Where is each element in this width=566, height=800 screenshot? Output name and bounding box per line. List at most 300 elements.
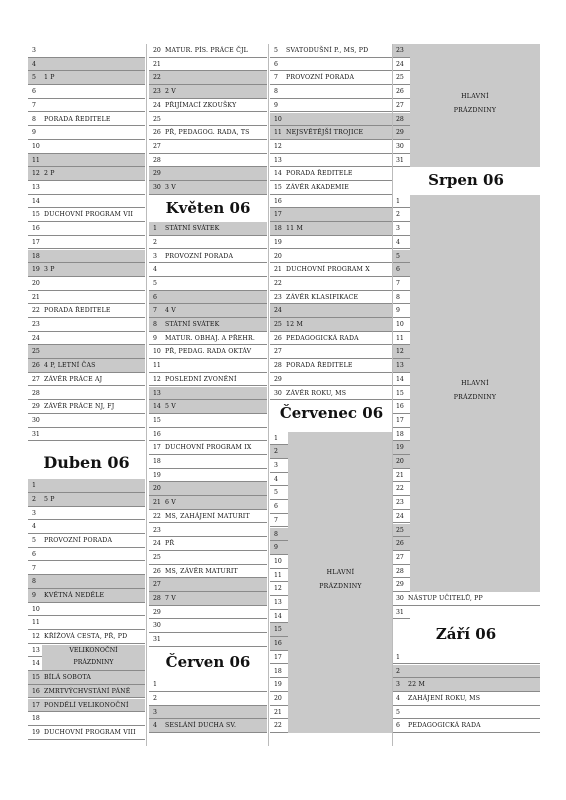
day-number: 1 — [32, 482, 36, 490]
calendar-day-row — [270, 167, 393, 181]
day-number: 12 — [32, 633, 40, 640]
day-number: 14 — [153, 403, 161, 411]
easter-holiday-block — [42, 645, 145, 670]
day-event: SVATODUŠNÍ P., MS, PD — [286, 47, 369, 54]
calendar-day-row — [392, 537, 410, 551]
calendar-day-row — [149, 236, 267, 250]
day-number: 9 — [274, 101, 278, 109]
day-number: 24 — [32, 334, 40, 342]
day-number: 10 — [153, 348, 161, 356]
day-number: 18 — [274, 667, 282, 675]
day-number: 5 — [32, 537, 36, 545]
day-number: 17 — [32, 701, 40, 709]
day-event: PEDAGOGICKÁ RADA — [408, 722, 481, 730]
day-number: 5 — [396, 252, 400, 260]
day-number: 21 — [274, 266, 282, 274]
holiday-label: PRÁZDNINY — [319, 583, 362, 591]
calendar-day-row — [270, 569, 288, 583]
day-event: MS, ZÁVĚR MATURIT — [165, 567, 238, 575]
day-number: 27 — [32, 375, 40, 383]
day-event: DUCHOVNÍ PROGRAM IX — [165, 444, 252, 452]
day-number: 1 — [274, 434, 278, 442]
day-number: 30 — [153, 184, 161, 191]
calendar-day-row — [392, 551, 410, 565]
day-number: 31 — [153, 636, 161, 644]
calendar-day-row — [392, 665, 540, 679]
calendar-day-row — [28, 589, 145, 603]
day-number: 22 — [396, 485, 404, 493]
day-event: DUCHOVNÍ PROGRAM X — [286, 266, 370, 274]
school-calendar — [28, 44, 540, 746]
day-number: 26 — [153, 567, 161, 575]
day-event: 2 P — [44, 170, 55, 178]
calendar-day-row — [28, 222, 145, 236]
calendar-day-row — [270, 623, 288, 637]
calendar-day-row — [149, 318, 267, 332]
day-number: 12 — [396, 348, 404, 356]
calendar-day-row — [270, 706, 288, 720]
day-number: 11 — [32, 156, 40, 164]
day-number: 10 — [32, 142, 40, 150]
day-number: 31 — [32, 430, 40, 438]
day-event: PŘ — [165, 540, 175, 548]
day-number: 12 — [274, 585, 282, 593]
calendar-day-row — [28, 400, 145, 414]
day-number: 4 — [153, 266, 157, 274]
day-event: ZAHÁJENÍ ROKU, MS — [408, 694, 481, 702]
calendar-day-row — [270, 345, 393, 359]
day-number: 9 — [274, 544, 278, 552]
day-number: 26 — [396, 540, 404, 548]
calendar-day-row — [149, 345, 267, 359]
calendar-day-row — [149, 181, 267, 195]
day-event: KŘÍŽOVÁ CESTA, PŘ, PD — [44, 633, 128, 640]
calendar-day-row — [28, 345, 145, 359]
day-number: 25 — [153, 115, 161, 123]
day-event: 4 V — [165, 307, 176, 315]
holiday-label: PRÁZDNINY — [453, 394, 497, 402]
day-number: 4 — [32, 523, 36, 531]
calendar-day-row — [270, 387, 393, 401]
calendar-day-row — [270, 541, 288, 555]
day-number: 9 — [32, 129, 36, 137]
calendar-day-row — [270, 113, 393, 127]
day-number: 19 — [274, 238, 282, 246]
day-number: 11 — [274, 571, 282, 579]
calendar-day-row — [28, 44, 145, 58]
day-number: 26 — [153, 129, 161, 137]
day-number: 17 — [32, 238, 40, 246]
calendar-day-row — [28, 479, 145, 493]
day-number: 13 — [153, 389, 161, 397]
day-number: 17 — [274, 211, 282, 219]
day-number: 16 — [396, 403, 404, 411]
calendar-day-row — [392, 565, 410, 579]
calendar-day-row — [149, 619, 267, 633]
day-number: 18 — [153, 458, 161, 465]
day-number: 11 — [32, 619, 40, 627]
day-number: 6 — [274, 503, 278, 511]
day-number: 22 — [153, 74, 161, 82]
calendar-day-row — [149, 304, 267, 318]
day-number: 14 — [274, 612, 282, 620]
day-number: 19 — [274, 681, 282, 689]
day-event: 3 V — [165, 184, 176, 191]
calendar-day-row — [270, 473, 288, 487]
calendar-day-row — [149, 551, 267, 565]
calendar-day-row — [28, 507, 145, 521]
day-number: 31 — [396, 156, 404, 164]
calendar-day-row — [149, 113, 267, 127]
day-number: 19 — [153, 471, 161, 479]
month-heading-zari: Září 06 — [392, 619, 540, 650]
day-event: STÁTNÍ SVÁTEK — [165, 225, 220, 233]
day-number: 20 — [153, 47, 161, 54]
day-number: 4 — [396, 694, 400, 702]
calendar-day-row — [270, 154, 393, 168]
holiday-label: HLAVNÍ — [461, 92, 489, 100]
day-number: 8 — [274, 88, 278, 96]
day-event: ZÁVĚR AKADEMIE — [286, 184, 349, 191]
day-number: 13 — [396, 362, 404, 370]
day-number: 15 — [153, 416, 161, 424]
day-number: 30 — [274, 389, 282, 397]
calendar-day-row — [28, 373, 145, 387]
day-event: PŘ, PEDAG. RADA OKTÁV — [165, 348, 252, 356]
day-event: 1 P — [44, 74, 55, 82]
calendar-day-row — [392, 373, 410, 387]
day-number: 29 — [396, 581, 404, 589]
day-number: 17 — [274, 653, 282, 661]
day-number: 21 — [274, 708, 282, 716]
day-number: 23 — [32, 321, 40, 328]
day-number: 30 — [153, 622, 161, 630]
calendar-day-row — [28, 699, 145, 713]
day-event: STÁTNÍ SVÁTEK — [165, 321, 220, 328]
calendar-day-row — [149, 606, 267, 620]
day-event: ZÁVĚR ROKU, MS — [286, 389, 347, 397]
day-number: 27 — [396, 101, 404, 109]
day-number: 7 — [32, 101, 36, 109]
calendar-day-row — [149, 400, 267, 414]
day-number: 2 — [396, 667, 400, 675]
day-number: 4 — [274, 475, 278, 483]
day-event: SESLÁNÍ DUCHA SV. — [165, 722, 237, 730]
calendar-day-row — [149, 692, 267, 706]
day-number: 16 — [274, 640, 282, 648]
calendar-day-row — [149, 678, 267, 692]
day-event: ZÁVĚR KLASIFIKACE — [286, 293, 359, 301]
day-number: 7 — [32, 564, 36, 572]
day-number: 8 — [32, 578, 36, 586]
day-number: 13 — [274, 156, 282, 164]
holiday-block — [410, 44, 540, 167]
day-event: 2 V — [165, 88, 176, 96]
day-number: 20 — [153, 485, 161, 493]
day-number: 9 — [32, 591, 36, 599]
holiday-label: HLAVNÍ — [326, 569, 355, 577]
day-number: 24 — [396, 512, 404, 520]
calendar-day-row — [270, 678, 288, 692]
calendar-day-row — [28, 71, 145, 85]
calendar-day-row — [270, 263, 393, 277]
day-number: 22 — [32, 307, 40, 315]
calendar-day-row — [392, 400, 410, 414]
calendar-day-row — [270, 44, 393, 58]
calendar-day-row — [392, 428, 410, 442]
calendar-day-row — [149, 222, 267, 236]
calendar-day-row — [270, 359, 393, 373]
day-number: 20 — [274, 252, 282, 260]
calendar-day-row — [28, 167, 145, 181]
calendar-day-row — [392, 291, 410, 305]
calendar-day-row — [149, 510, 267, 524]
day-number: 15 — [396, 389, 404, 397]
calendar-day-row — [392, 99, 410, 113]
calendar-day-row — [28, 126, 145, 140]
calendar-day-row — [392, 455, 410, 469]
day-number: 8 — [274, 530, 278, 538]
day-event: 12 M — [286, 321, 303, 328]
day-number: 14 — [274, 170, 282, 178]
calendar-day-row — [28, 291, 145, 305]
calendar-day-row — [392, 359, 410, 373]
day-number: 16 — [153, 430, 161, 438]
day-number: 7 — [274, 74, 278, 82]
day-number: 25 — [153, 553, 161, 561]
day-number: 1 — [396, 197, 400, 205]
calendar-day-row — [392, 113, 410, 127]
calendar-day-row — [392, 719, 540, 733]
day-event: 6 V — [165, 499, 176, 507]
day-event: 5 V — [165, 403, 176, 411]
day-number: 4 — [32, 60, 36, 68]
calendar-day-row — [392, 482, 410, 496]
calendar-day-row — [149, 428, 267, 442]
calendar-day-row — [149, 441, 267, 455]
day-event: KVĚTNÁ NEDĚLE — [44, 591, 105, 599]
day-number: 5 — [32, 74, 36, 82]
day-number: 25 — [32, 348, 40, 356]
day-number: 6 — [396, 722, 400, 730]
day-number: 13 — [32, 184, 40, 191]
calendar-day-row — [270, 140, 393, 154]
day-event: PORADA ŘEDITELE — [286, 362, 353, 370]
day-number: 27 — [396, 553, 404, 561]
day-number: 24 — [153, 101, 161, 109]
calendar-day-row — [392, 387, 410, 401]
calendar-day-row — [28, 671, 145, 685]
day-number: 16 — [32, 687, 40, 695]
calendar-day-row — [392, 706, 540, 720]
easter-label-1: VELIKONOČNÍ — [69, 646, 118, 654]
calendar-day-row — [149, 455, 267, 469]
day-number: 8 — [153, 321, 157, 328]
day-event: PROVOZNÍ PORADA — [286, 74, 355, 82]
calendar-day-row — [270, 222, 393, 236]
calendar-day-row — [28, 520, 145, 534]
day-number: 2 — [32, 496, 36, 503]
day-event: DUCHOVNÍ PROGRAM VIII — [44, 728, 136, 736]
calendar-day-row — [270, 373, 393, 387]
calendar-day-row — [149, 524, 267, 538]
day-number: 14 — [32, 197, 40, 205]
month-heading-cerven: Červen 06 — [149, 647, 267, 678]
calendar-day-row — [392, 263, 410, 277]
calendar-day-row — [149, 592, 267, 606]
day-event: 4 P, LETNÍ ČAS — [44, 362, 96, 370]
day-number: 22 — [274, 722, 282, 730]
day-number: 5 — [274, 47, 278, 54]
calendar-day-row — [270, 596, 288, 610]
day-event: MATUR. PÍS. PRÁCE ČJL — [165, 47, 248, 54]
calendar-day-row — [270, 250, 393, 264]
calendar-day-row — [392, 277, 410, 291]
calendar-day-row — [270, 304, 393, 318]
calendar-day-row — [392, 195, 410, 209]
calendar-day-row — [149, 71, 267, 85]
calendar-day-row — [149, 482, 267, 496]
day-number: 27 — [153, 142, 161, 150]
easter-label-2: PRÁZDNINY — [73, 659, 114, 667]
calendar-day-row — [28, 726, 145, 740]
day-number: 29 — [153, 608, 161, 616]
day-number: 5 — [396, 708, 400, 716]
day-number: 3 — [153, 252, 157, 260]
calendar-day-row — [270, 181, 393, 195]
day-number: 23 — [274, 293, 282, 301]
day-event: NÁSTUP UČITELŮ, PP — [408, 595, 483, 602]
day-event: PŘ, PEDAGOG. RADA, TS — [165, 129, 250, 137]
day-number: 27 — [153, 581, 161, 589]
day-event: ZÁVĚR PRÁCE NJ, FJ — [44, 403, 115, 411]
calendar-day-row — [28, 58, 145, 72]
day-number: 24 — [396, 60, 404, 68]
calendar-day-row — [149, 373, 267, 387]
day-number: 21 — [153, 499, 161, 507]
day-number: 7 — [153, 307, 157, 315]
day-number: 21 — [32, 293, 40, 301]
calendar-day-row — [149, 332, 267, 346]
calendar-day-row — [392, 140, 410, 154]
calendar-day-row — [270, 85, 393, 99]
day-number: 29 — [153, 170, 161, 178]
day-number: 28 — [32, 389, 40, 397]
holiday-label: HLAVNÍ — [461, 380, 489, 388]
day-number: 19 — [32, 728, 40, 736]
day-number: 28 — [396, 567, 404, 575]
day-number: 10 — [274, 115, 282, 123]
calendar-day-row — [28, 630, 145, 644]
day-event: DUCHOVNÍ PROGRAM VII — [44, 211, 134, 219]
calendar-day-row — [270, 236, 393, 250]
calendar-day-row — [270, 99, 393, 113]
calendar-day-row — [392, 71, 410, 85]
day-number: 15 — [32, 674, 40, 682]
day-number: 11 — [274, 129, 282, 137]
day-number: 5 — [274, 489, 278, 497]
day-number: 15 — [274, 184, 282, 191]
day-number: 18 — [32, 715, 40, 723]
calendar-day-row — [392, 304, 410, 318]
calendar-day-row — [392, 345, 410, 359]
calendar-day-row — [28, 428, 145, 442]
day-number: 17 — [153, 444, 161, 452]
holiday-block — [410, 195, 540, 592]
calendar-day-row — [149, 469, 267, 483]
day-number: 12 — [32, 170, 40, 178]
calendar-day-row — [149, 154, 267, 168]
month-heading-kveten: Květen 06 — [149, 195, 267, 222]
day-event: POSLEDNÍ ZVONĚNÍ — [165, 375, 237, 383]
calendar-day-row — [28, 603, 145, 617]
calendar-day-row — [28, 332, 145, 346]
day-event: 22 M — [408, 681, 425, 689]
day-event: PORADA ŘEDITELE — [286, 170, 353, 178]
calendar-day-row — [392, 414, 410, 428]
day-number: 21 — [396, 471, 404, 479]
day-event: PONDĚLÍ VELIKONOČNÍ — [44, 701, 129, 709]
calendar-day-row — [149, 414, 267, 428]
day-number: 12 — [274, 142, 282, 150]
day-number: 16 — [32, 225, 40, 233]
day-event: 5 P — [44, 496, 55, 503]
calendar-day-row — [149, 719, 267, 733]
calendar-day-row — [28, 387, 145, 401]
day-number: 10 — [274, 557, 282, 565]
day-number: 10 — [396, 321, 404, 328]
day-number: 2 — [274, 448, 278, 456]
calendar-day-row — [392, 250, 410, 264]
calendar-day-row — [28, 195, 145, 209]
day-number: 14 — [396, 375, 404, 383]
calendar-day-row — [149, 250, 267, 264]
day-number: 20 — [32, 279, 40, 287]
day-number: 13 — [274, 599, 282, 606]
day-number: 26 — [274, 334, 282, 342]
day-number: 6 — [274, 60, 278, 68]
calendar-day-row — [270, 318, 393, 332]
calendar-day-row — [392, 85, 410, 99]
day-number: 28 — [274, 362, 282, 370]
calendar-day-row — [270, 445, 288, 459]
calendar-day-row — [392, 496, 410, 510]
calendar-day-row — [392, 678, 540, 692]
calendar-day-row — [149, 126, 267, 140]
day-number: 27 — [274, 348, 282, 356]
day-number: 6 — [153, 293, 157, 301]
day-number: 23 — [396, 47, 404, 54]
holiday-label: PRÁZDNINY — [453, 106, 497, 114]
calendar-day-row — [392, 44, 410, 58]
calendar-day-row — [392, 222, 410, 236]
day-number: 6 — [396, 266, 400, 274]
divider-1 — [146, 44, 147, 746]
calendar-day-row — [149, 263, 267, 277]
day-number: 20 — [396, 458, 404, 465]
calendar-day-row — [28, 616, 145, 630]
day-number: 7 — [396, 279, 400, 287]
day-number: 25 — [274, 321, 282, 328]
calendar-day-row — [28, 154, 145, 168]
calendar-day-row — [149, 277, 267, 291]
day-event: NEJSVĚTĚJŠÍ TROJICE — [286, 129, 364, 137]
calendar-day-row — [392, 154, 410, 168]
calendar-day-row — [28, 562, 145, 576]
day-number: 31 — [396, 608, 404, 616]
day-number: 9 — [396, 307, 400, 315]
calendar-day-row — [392, 236, 410, 250]
